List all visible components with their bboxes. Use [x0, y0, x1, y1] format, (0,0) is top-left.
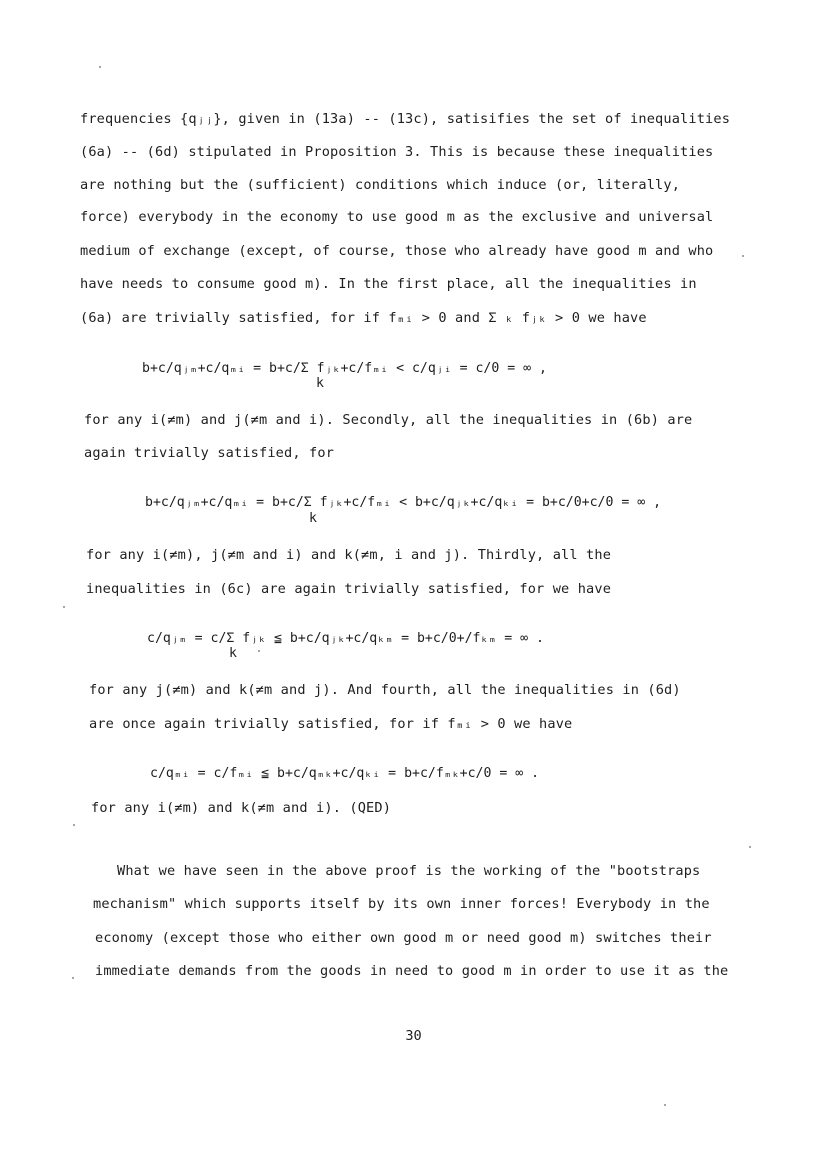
scan-speck: [742, 255, 744, 257]
scan-speck: [749, 846, 751, 848]
text-line: immediate demands from the goods in need to good m in order to use it as the: [95, 963, 729, 979]
text-line: force) everybody in the economy to use good m as the exclusive and universal: [80, 209, 714, 225]
text-line: for any i(≠m), j(≠m and i) and k(≠m, i and j). Thirdly, all the: [86, 547, 612, 563]
text-line: for any i(≠m) and k(≠m and i). (QED): [91, 800, 392, 816]
text-line: have needs to consume good m). In the first place, all the inequalities in: [80, 276, 697, 292]
text-line: (6a) are trivially satisfied, for if fₘᵢ > 0 and Σ ₖ fⱼₖ > 0 we have: [80, 310, 647, 326]
text-line: economy (except those who either own good m or need good m) switches their: [95, 930, 712, 946]
text-line: for any i(≠m) and j(≠m and i). Secondly, all the inequalities in (6b) are: [84, 412, 693, 428]
summation-subscript: k: [316, 376, 324, 391]
equation-4: c/qₘᵢ = c/fₘᵢ ≦ b+c/qₘₖ+c/qₖᵢ = b+c/fₘₖ+c/0 = ∞ .: [150, 766, 540, 781]
summation-subscript: k: [309, 511, 317, 526]
text-line: for any j(≠m) and k(≠m and j). And fourth, all the inequalities in (6d): [89, 682, 681, 698]
text-line: mechanism" which supports itself by its own inner forces! Everybody in the: [93, 896, 710, 912]
text-line: inequalities in (6c) are again trivially satisfied, for we have: [86, 581, 612, 597]
text-line: (6a) -- (6d) stipulated in Proposition 3. This is because these inequalities: [80, 144, 714, 160]
equation-2: b+c/qⱼₘ+c/qₘᵢ = b+c/Σ fⱼₖ+c/fₘᵢ < b+c/qⱼₖ+c/qₖᵢ = b+c/0+c/0 = ∞ ,: [145, 495, 662, 510]
scan-speck: [73, 824, 75, 826]
text-line: are nothing but the (sufficient) conditions which induce (or, literally,: [80, 177, 681, 193]
scan-speck: [258, 650, 260, 652]
scan-speck: [664, 1104, 666, 1106]
text-line: medium of exchange (except, of course, those who already have good m and who: [80, 243, 714, 259]
equation-3: c/qⱼₘ = c/Σ fⱼₖ ≦ b+c/qⱼₖ+c/qₖₘ = b+c/0+/fₖₘ = ∞ .: [147, 631, 544, 646]
scan-speck: [99, 66, 101, 68]
text-line: What we have seen in the above proof is the working of the "bootstraps: [117, 863, 701, 879]
page-number: 30: [405, 1028, 422, 1044]
equation-1: b+c/qⱼₘ+c/qₘᵢ = b+c/Σ fⱼₖ+c/fₘᵢ < c/qⱼᵢ = c/0 = ∞ ,: [142, 361, 547, 376]
text-line: are once again trivially satisfied, for if fₘᵢ > 0 we have: [89, 716, 573, 732]
text-line: frequencies {qⱼⱼ}, given in (13a) -- (13c), satisifies the set of inequalities: [80, 111, 731, 127]
summation-subscript: k: [229, 646, 237, 661]
text-line: again trivially satisfied, for: [84, 445, 335, 461]
scan-speck: [63, 606, 65, 608]
scan-speck: [72, 977, 74, 979]
